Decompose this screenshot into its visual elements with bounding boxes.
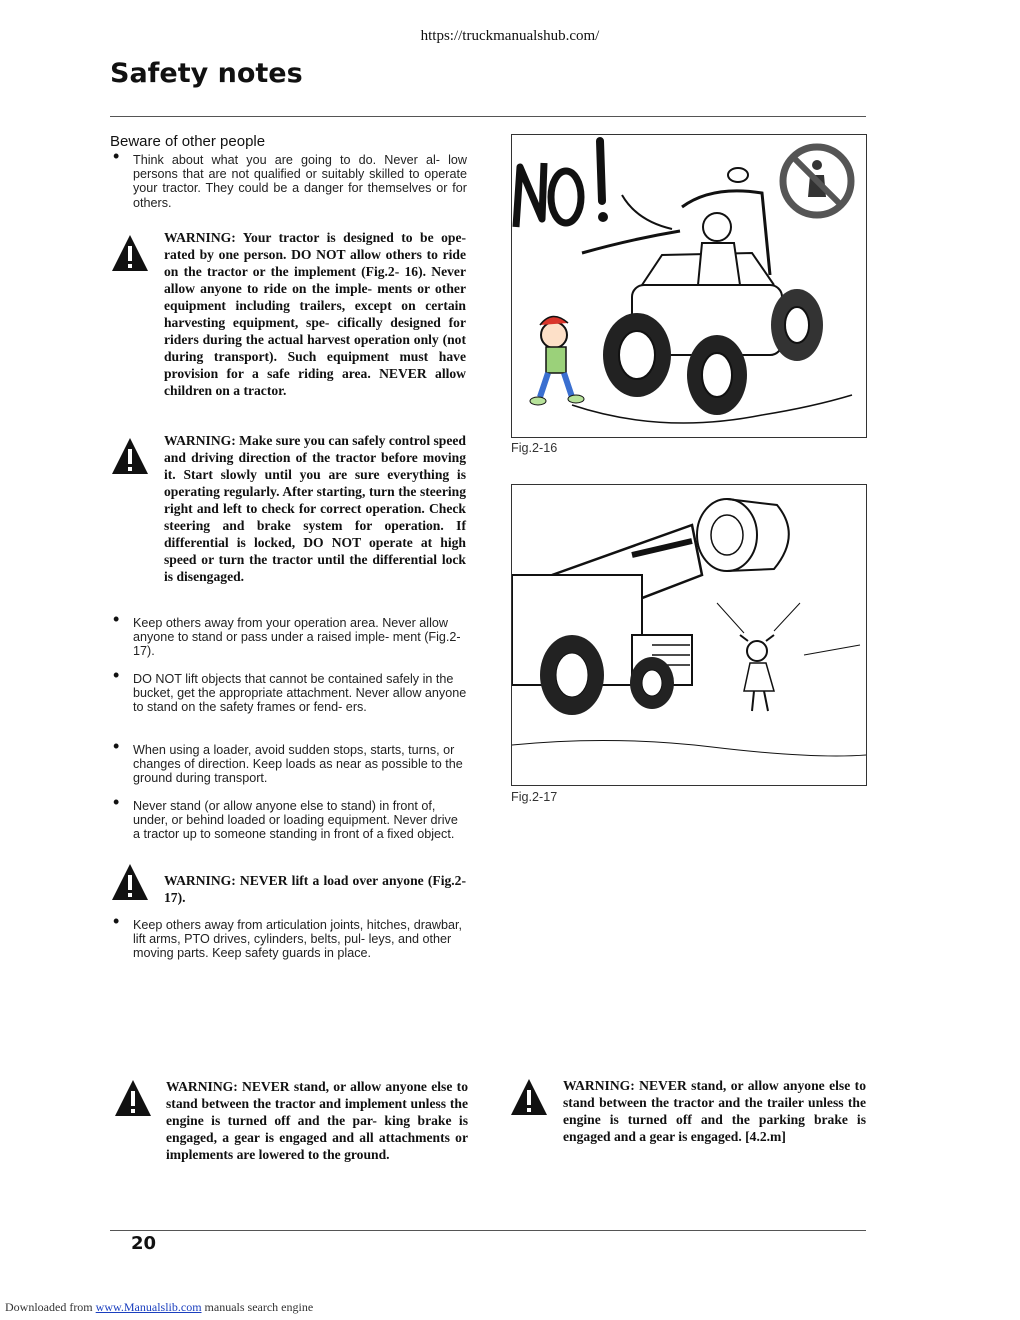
page-title: Safety notes — [110, 58, 303, 89]
footer-suffix: manuals search engine — [204, 1300, 314, 1314]
download-footer — [5, 1300, 313, 1315]
footer-divider — [110, 1230, 866, 1231]
warning-text: WARNING: NEVER stand, or allow anyone else to stand between the tractor and implement unless the engine is turned off and the par- king brake is engaged, a gear is engaged and all attachments or implements are lowered to the ground. — [166, 1079, 468, 1162]
warning-text: WARNING: Make sure you can safely control speed and driving direction of the tractor before moving it. Start slowly until you are sure everything is operating regularly. After starting, turn the steering right and left to check for correct operation. Check steering and brake system for operation. If differential is locked, DO NOT operate at high speed or turn the tractor until the differential lock is disengaged. — [164, 433, 466, 584]
warning-block — [113, 1078, 469, 1182]
warning-block — [110, 229, 467, 419]
bullet-icon: • — [113, 665, 120, 685]
list-item: • Keep others away from articulation joints, hitches, drawbar, lift arms, PTO drives, cylinders, belts, pul- leys, and other moving parts. Keep safety guards in place. — [113, 911, 462, 961]
figure-2-16 — [511, 134, 867, 438]
figure-2-17 — [511, 484, 867, 786]
bullet-icon: • — [113, 146, 120, 166]
warning-block — [110, 432, 467, 604]
tractor-rider-illustration — [512, 135, 866, 437]
bullet-icon: • — [113, 792, 120, 812]
list-item: • Keep others away from your operation area. Never allow anyone to stand or pass under a raised imple- ment (Fig.2-17). — [113, 609, 461, 659]
warning-icon — [113, 1078, 153, 1118]
warning-text: WARNING: Your tractor is designed to be ope- rated by one person. DO NOT allow others to ride on the tractor or the implement (Fig.2- 16). Never allow anyone to ride on the imple- ments or other equipment including trailers, except on certain harvesting equipment, spe- cifically designed for riders during the actual harvest operation only (not during transport). Such equipment must have provision for a safe riding area. NEVER allow children on a tractor. — [164, 230, 466, 398]
section-heading: Beware of other people — [110, 133, 266, 150]
source-url[interactable]: https://truckmanualshub.com/ — [420, 28, 600, 44]
manualslib-link[interactable]: www.Manualslib.com — [95, 1300, 202, 1314]
bullet-icon: • — [113, 609, 120, 629]
warning-text: WARNING: NEVER lift a load over anyone (Fig.2-17). — [164, 873, 466, 905]
list-item: • DO NOT lift objects that cannot be contained safely in the bucket, get the appropriate attachment. Never allow anyone to stand on the safety frames or fend- ers. — [113, 665, 467, 715]
warning-block — [110, 862, 467, 906]
footer-prefix: Downloaded from — [5, 1300, 93, 1314]
warning-icon — [110, 862, 150, 902]
list-item: • Never stand (or allow anyone else to stand) in front of, under, or behind loaded or loading equipment. Never drive a tractor up to someone standing in front of a fixed object. — [113, 792, 458, 842]
list-item: • Think about what you are going to do. Never al- low persons that are not qualified or suitably skilled to operate your tractor. They could be a danger for themselves or for others. — [113, 146, 467, 210]
warning-block — [509, 1077, 866, 1147]
figure-caption: Fig.2-17 — [511, 790, 558, 804]
list-item: • When using a loader, avoid sudden stops, starts, turns, or changes of direction. Keep loads as near as possible to the ground during transport. — [113, 736, 463, 786]
warning-icon — [509, 1077, 549, 1117]
warning-text: WARNING: NEVER stand, or allow anyone else to stand between the tractor and the trailer unless the engine is turned off and the parking brake is engaged and a gear is engaged. [4.2.m] — [563, 1078, 866, 1144]
figure-caption: Fig.2-16 — [511, 441, 558, 455]
loader-bale-illustration — [512, 485, 866, 785]
bullet-icon: • — [113, 911, 120, 931]
page-number: 20 — [131, 1233, 157, 1254]
header-divider — [110, 116, 866, 117]
bullet-icon: • — [113, 736, 120, 756]
warning-icon — [110, 436, 150, 476]
warning-icon — [110, 233, 150, 273]
